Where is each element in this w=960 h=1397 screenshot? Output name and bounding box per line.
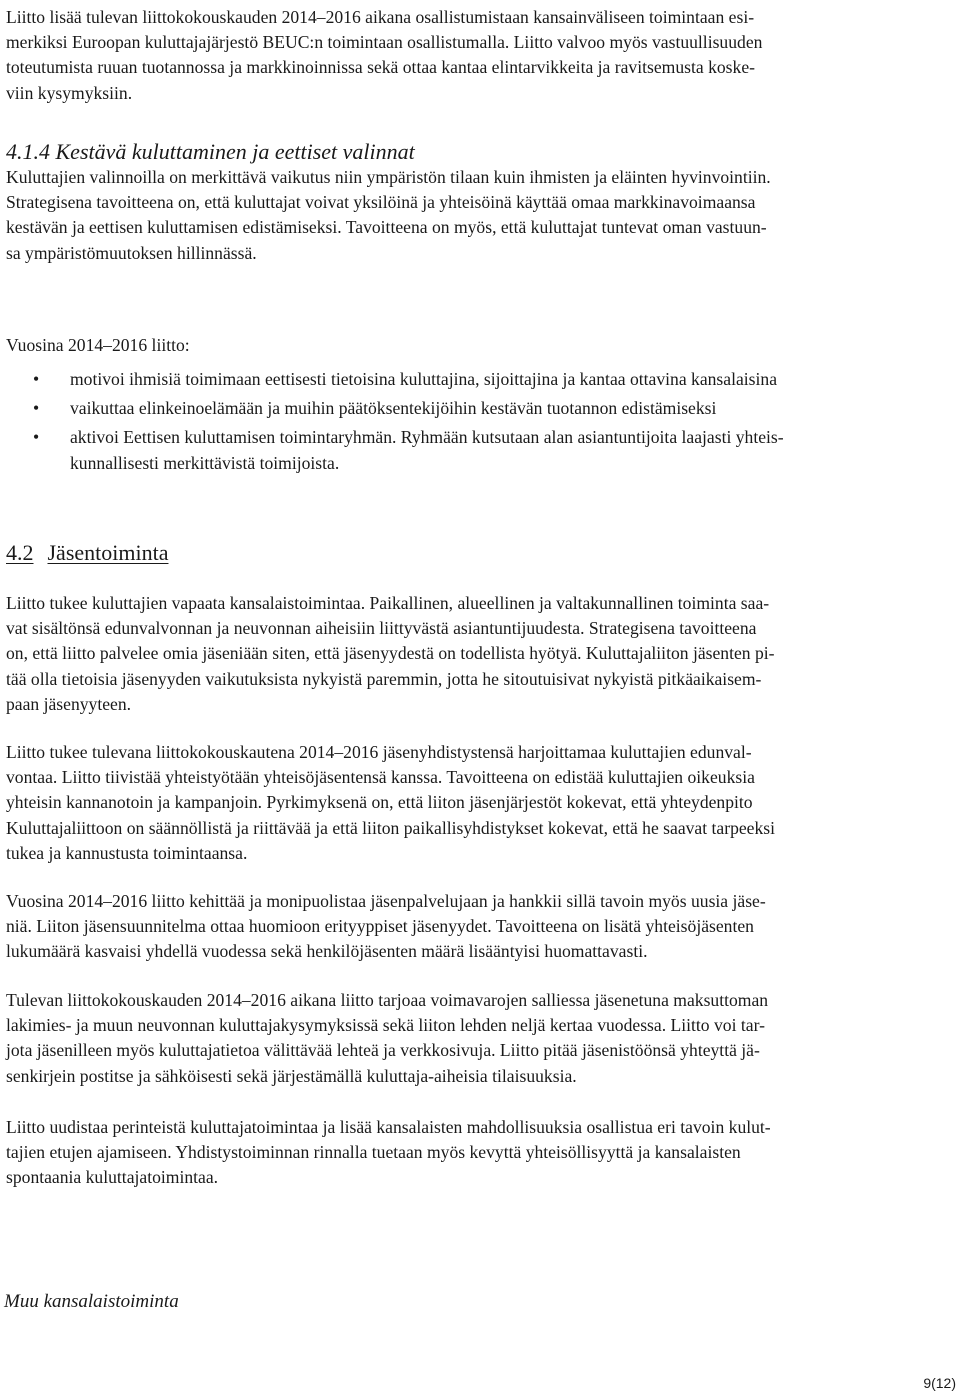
list-item	[6, 396, 784, 421]
section-number: 4.2	[6, 540, 34, 565]
text-line: Liitto uudistaa perinteistä kuluttajatoimintaa ja lisää kansalaisten mahdollisuuksia osallistua eri tavoin kulut-	[6, 1117, 771, 1137]
bullet-icon: •	[33, 427, 40, 448]
text-line: Tulevan liittokokouskauden 2014–2016 aikana liitto tarjoaa voimavarojen salliessa jäsenetuna maksuttoman	[6, 990, 769, 1010]
membership-paragraph-5	[6, 1115, 771, 1191]
text-line: Liitto tukee tulevana liittokokouskautena 2014–2016 jäsenyhdistystensä harjoittamaa kuluttajien edunval-	[6, 742, 752, 762]
text-line: niä. Liiton jäsensuunnitelma ottaa huomioon erityyppiset jäsenyydet. Tavoitteena on lisätä yhteisöjäsenten	[6, 916, 754, 937]
text-line: senkirjein postitse ja sähköisesti sekä järjestämällä kuluttaja-aiheisia tilaisuuksia.	[6, 1065, 577, 1086]
text-line: merkiksi Euroopan kuluttajajärjestö BEUC:n toimintaan osallistumalla. Liitto valvoo myös vastuullisuuden	[6, 32, 763, 53]
bullet-list	[6, 367, 784, 476]
text-line: vaikuttaa elinkeinoelämään ja muihin päätöksentekijöihin kestävän tuotannon edistämiseksi	[70, 398, 717, 419]
list-item	[6, 367, 784, 392]
text-line: Liitto lisää tulevan liittokokouskauden 2014–2016 aikana osallistumistaan kansainväliseen toimintaan esi-	[6, 7, 755, 27]
text-line: yhteisin kannanotoin ja kampanjoin. Pyrkimyksenä on, että liiton jäsenjärjestöt kokevat, että yhteydenpito	[6, 792, 753, 813]
text-line: tajien etujen ajamiseen. Yhdistystoiminnan rinnalla tuetaan myös kevyttä yhteisöllisyyttä ja kansalaisten	[6, 1142, 741, 1163]
membership-paragraph-2	[6, 740, 775, 866]
text-line: lakimies- ja muun neuvonnan kuluttajakysymyksissä sekä liiton lehden neljä kertaa vuodessa. Liitto voi tar-	[6, 1015, 765, 1036]
text-line: aktivoi Eettisen kuluttamisen toimintaryhmän. Ryhmään kutsutaan alan asiantuntijoita laajasti yhteis-	[70, 427, 784, 448]
text-line: vat sisältönsä edunvalvonnan ja neuvonnan aiheisiin liittyvästä asiantuntijuudesta. Strategisena tavoitteena	[6, 618, 757, 639]
text-line: Kuluttajien valinnoilla on merkittävä vaikutus niin ympäristön tilaan kuin ihmisten ja eläinten hyvinvointiin.	[6, 167, 771, 187]
text-line: spontaania kuluttajatoimintaa.	[6, 1167, 219, 1188]
text-line: motivoi ihmisiä toimimaan eettisesti tietoisina kuluttajina, sijoittajina ja kantaa ottavina kansalaisina	[70, 369, 778, 389]
text-line: Vuosina 2014–2016 liitto kehittää ja monipuolistaa jäsenpalvelujaan ja hankkii sillä tavoin myös uusia jäse-	[6, 891, 766, 911]
text-line: Kuluttajaliittoon on säännöllistä ja riittävää ja että liiton paikallisyhdistykset kokevat, että he saavat tarpeeksi	[6, 817, 776, 838]
text-line: Strategisena tavoitteena on, että kuluttajat voivat yksilöinä ja yhteisöinä käyttää omaa markkinavoimaansa	[6, 192, 756, 213]
text-line: kunnallisesti merkittävistä toimijoista.	[70, 452, 340, 473]
text-line: tää olla tietoisia jäsenyyden vaikutuksista nykyistä paremmin, jotta he sitoutuisivat nykyistä pitkäaikaisem-	[6, 668, 762, 689]
bullet-list-intro: Vuosina 2014–2016 liitto:	[6, 335, 190, 355]
section-heading-4-2	[6, 538, 168, 568]
bullet-icon: •	[33, 369, 40, 389]
text-line: jota jäsenilleen myös kuluttajatietoa välittävää lehteä ja verkkosivuja. Liitto pitää jäsenistöönsä yhteyttä jä-	[6, 1040, 760, 1061]
section-title: Jäsentoiminta	[47, 540, 169, 565]
section-heading-4-1-4: 4.1.4 Kestävä kuluttaminen ja eettiset valinnat	[6, 139, 415, 164]
text-line: sa ympäristömuutoksen hillinnässä.	[6, 242, 257, 263]
intro-paragraph	[6, 5, 762, 106]
text-line: Liitto tukee kuluttajien vapaata kansalaistoimintaa. Paikallinen, alueellinen ja valtakunnallinen toiminta saa-	[6, 593, 770, 613]
membership-paragraph-4	[6, 988, 768, 1089]
page-number: 9(12)	[923, 1375, 956, 1391]
text-line: vontaa. Liitto tiivistää yhteistyötään yhteisöjäsentensä kanssa. Tavoitteena on edistää kuluttajien oikeuksia	[6, 767, 755, 788]
bullet-icon: •	[33, 398, 40, 419]
sustainability-paragraph	[6, 165, 771, 266]
membership-paragraph-3	[6, 889, 766, 965]
text-line: viin kysymyksiin.	[6, 82, 133, 103]
text-line: on, että liitto palvelee omia jäseniään siten, että jäsenyydestä on todellista hyötyä. Kuluttajaliiton jäsenten pi-	[6, 643, 775, 664]
text-line: tukea ja kannustusta toimintaansa.	[6, 842, 248, 863]
membership-paragraph-1	[6, 591, 775, 717]
text-line: toteutumista ruuan tuotannossa ja markkinoinnissa sekä ottaa kantaa elintarvikkeita ja ravitsemusta koske-	[6, 57, 755, 78]
text-line: paan jäsenyyteen.	[6, 693, 132, 714]
next-section-heading: Muu kansalaistoiminta	[4, 1291, 179, 1312]
list-item	[6, 425, 784, 475]
text-line: kestävän ja eettisen kuluttamisen edistämiseksi. Tavoitteena on myös, että kuluttajat tuntevat oman vastuun-	[6, 217, 767, 238]
text-line: lukumäärä kasvaisi yhdellä vuodessa sekä henkilöjäsenten määrä lisääntyisi huomattavasti.	[6, 941, 648, 962]
